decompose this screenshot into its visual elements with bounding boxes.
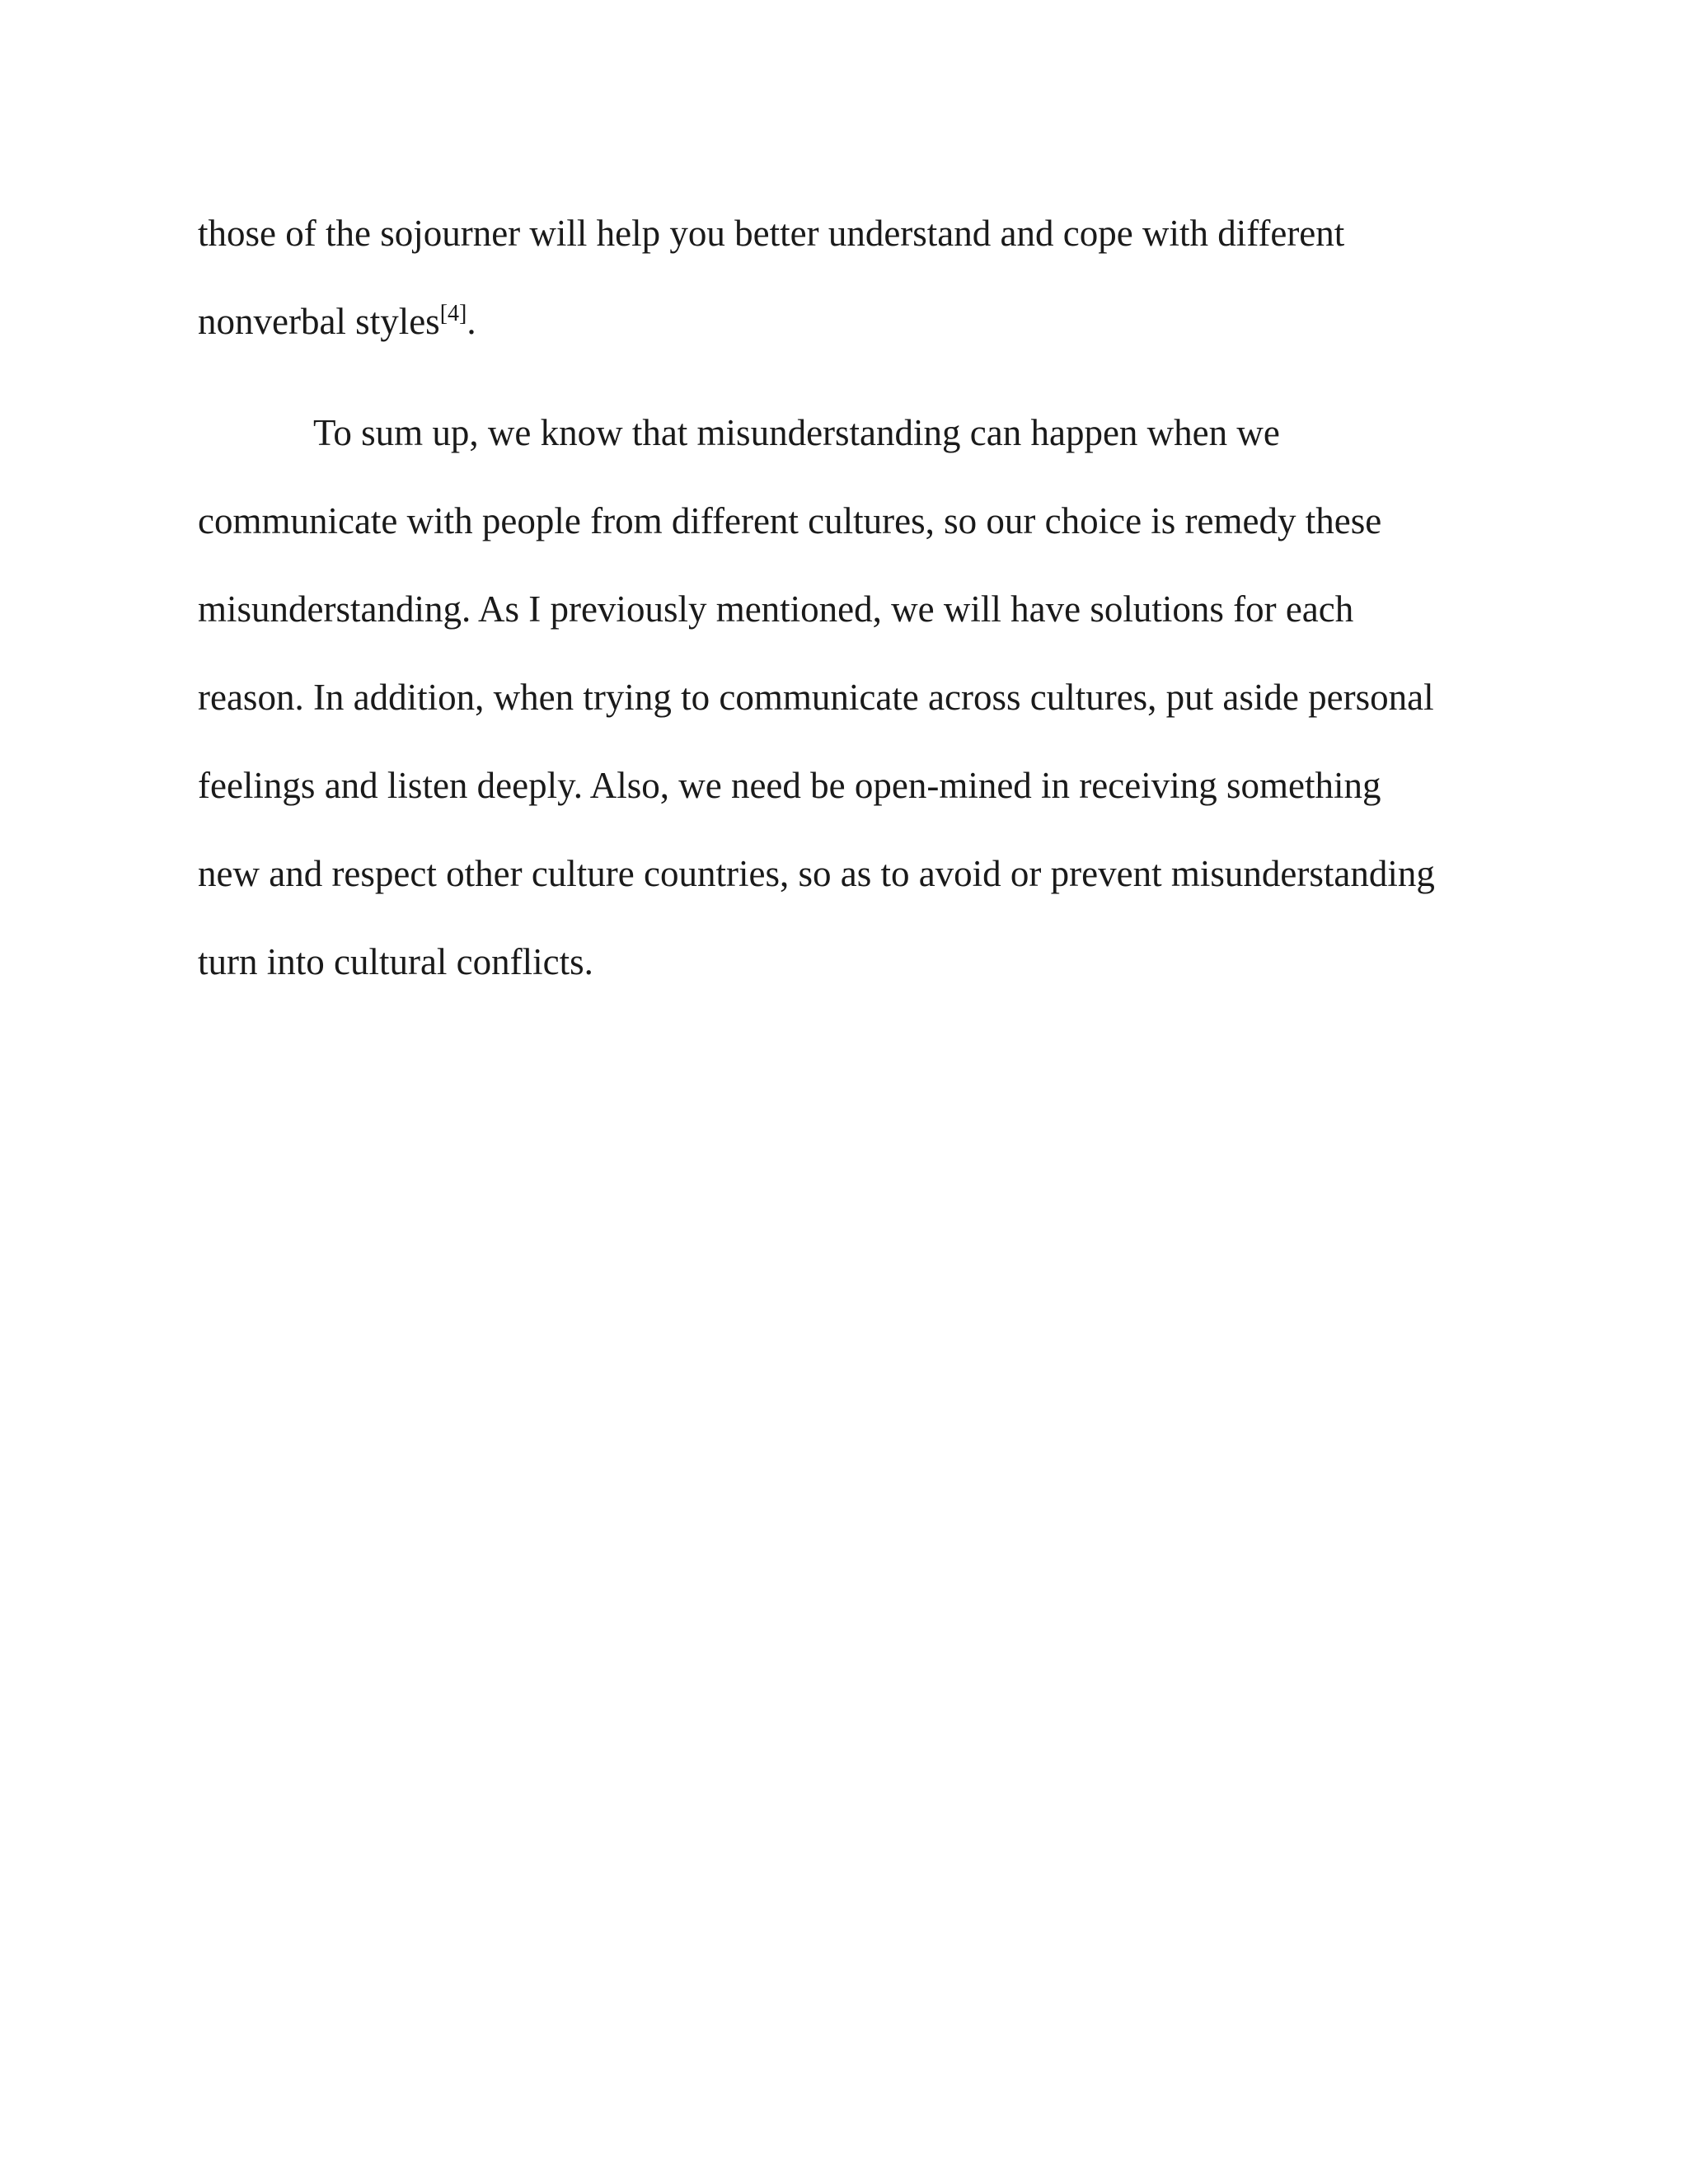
paragraph-2-line-6: new and respect other culture countries, so as to avoid or prevent misunderstanding xyxy=(198,853,1435,894)
paragraph-2-line-5: feelings and listen deeply. Also, we need be open-mined in receiving something xyxy=(198,765,1381,806)
line-end-punctuation: . xyxy=(467,301,476,342)
paragraph-2-line-7: turn into cultural conflicts. xyxy=(198,941,593,982)
paragraph-1-line-2 xyxy=(198,278,1517,366)
paragraph-2-line-3: misunderstanding. As I previously mentioned, we will have solutions for each xyxy=(198,588,1354,630)
paragraph-2-line-2: communicate with people from different cultures, so our choice is remedy these xyxy=(198,500,1382,541)
citation-reference: [4] xyxy=(439,301,467,326)
paragraph-1 xyxy=(198,190,1517,366)
body-text xyxy=(198,190,1517,1006)
paragraph-2 xyxy=(198,389,1517,1006)
paragraph-spacer xyxy=(198,366,1517,389)
paragraph-2-line-4: reason. In addition, when trying to communicate across cultures, put aside personal xyxy=(198,677,1434,718)
paragraph-1-line-1: those of the sojourner will help you better understand and cope with different xyxy=(198,213,1345,254)
line-text: nonverbal styles xyxy=(198,301,440,342)
paragraph-2-line-1: To sum up, we know that misunderstanding can happen when we xyxy=(313,412,1280,453)
